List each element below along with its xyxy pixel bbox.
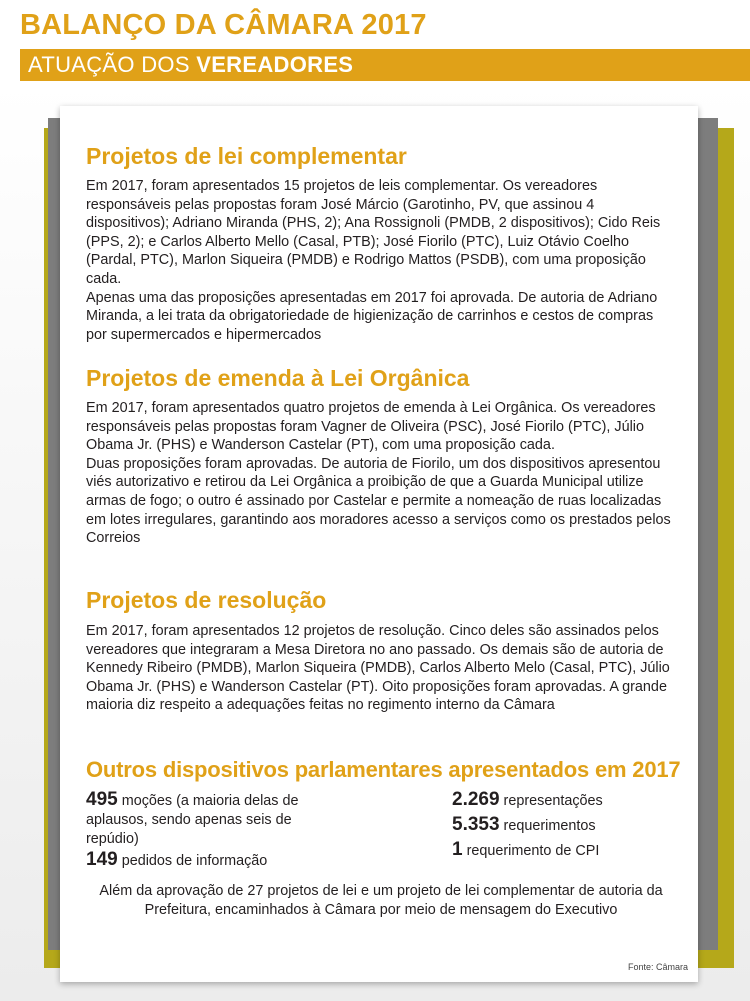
section-title-lei-complementar: Projetos de lei complementar (86, 143, 407, 169)
stat-number: 2.269 (452, 789, 500, 810)
stat-pedidos (86, 850, 346, 871)
stat-label: representações (503, 793, 603, 809)
section-body-lei-complementar: Em 2017, foram apresentados 15 projetos de leis complementar. Os vereadores responsáveis pelas propostas foram José Márcio (Garotinho, PV, que assinou 4 dispositivos); Adriano Miranda (PHS, 2); Ana Rossignoli (PMDB, 2 dispositivos); Cido Reis (PPS, 2); e Carlos Alberto Mello (Casal, PTB); José Fiorilo (PTC), Luiz Otávio Coelho (Pardal, PTC), Marlon Siqueira (PMDB) e Rodrigo Mattos (PSDB), com uma proposição cada. Apenas uma das proposições apresentadas em 2017 foi aprovada. De autoria de Adriano Miranda, a lei trata da obrigatoriedade de higienização de carrinhos e cestos de compras por supermercados e hipermercados (86, 178, 661, 343)
stat-label: pedidos de informação (121, 853, 268, 869)
subtitle-prefix: ATUAÇÃO DOS (28, 52, 190, 77)
stat-requerimento-cpi (452, 840, 692, 861)
section-title-resolucao: Projetos de resolução (86, 587, 327, 613)
stat-label: moções (a maioria delas de aplausos, sendo apenas seis de repúdio) (86, 793, 299, 847)
stat-requerimentos (452, 815, 692, 836)
stat-label: requerimentos (503, 818, 596, 834)
stat-number: 495 (86, 789, 118, 810)
stat-representacoes (452, 790, 692, 811)
stat-number: 149 (86, 849, 118, 870)
subtitle-bar (20, 49, 750, 81)
stat-mocoes (86, 790, 346, 849)
page-title: BALANÇO DA CÂMARA 2017 (20, 9, 427, 41)
stat-number: 5.353 (452, 814, 500, 835)
footer-note: Além da aprovação de 27 projetos de lei e um projeto de lei complementar de autoria da Prefeitura, encaminhados à Câmara por meio de mensagem do Executivo (99, 883, 663, 918)
section-title-outros-dispositivos: Outros dispositivos parlamentares apresentados em 2017 (86, 757, 681, 782)
section-body-emenda-lei-organica: Em 2017, foram apresentados quatro projetos de emenda à Lei Orgânica. Os vereadores responsáveis pelas propostas foram Vagner de Oliveira (PSC), José Fiorilo (PTC), Júlio Obama Jr. (PHS) e Wanderson Castelar (PT), com uma proposição cada. Duas proposições foram aprovadas. De autoria de Fiorilo, um dos dispositivos apresentou viés autorizativo e retirou da Lei Orgânica a proibição de que a Guarda Municipal utilize armas de fogo; o outro é assinado por Castelar e permite a nomeação de ruas localizadas em lotes irregulares, garantindo aos moradores acesso a serviços como os prestados pelos Correios (86, 400, 671, 547)
stat-number: 1 (452, 839, 463, 860)
stat-label: requerimento de CPI (466, 843, 600, 859)
source-credit: Fonte: Câmara (627, 962, 688, 972)
section-body-resolucao: Em 2017, foram apresentados 12 projetos de resolução. Cinco deles são assinados pelos vereadores que integraram a Mesa Diretora no ano passado. Os demais são de autoria de Kennedy Ribeiro (PMDB), Marlon Siqueira (PMDB), Carlos Alberto Melo (Casal, PTC), Júlio Obama Jr. (PHS) e Wanderson Castelar (PT). Oito proposições foram aprovadas. A grande maioria diz respeito a adequações feitas no regimento interno da Câmara (86, 623, 670, 714)
subtitle-bold: VEREADORES (196, 52, 354, 77)
section-title-emenda-lei-organica: Projetos de emenda à Lei Orgânica (86, 365, 470, 391)
